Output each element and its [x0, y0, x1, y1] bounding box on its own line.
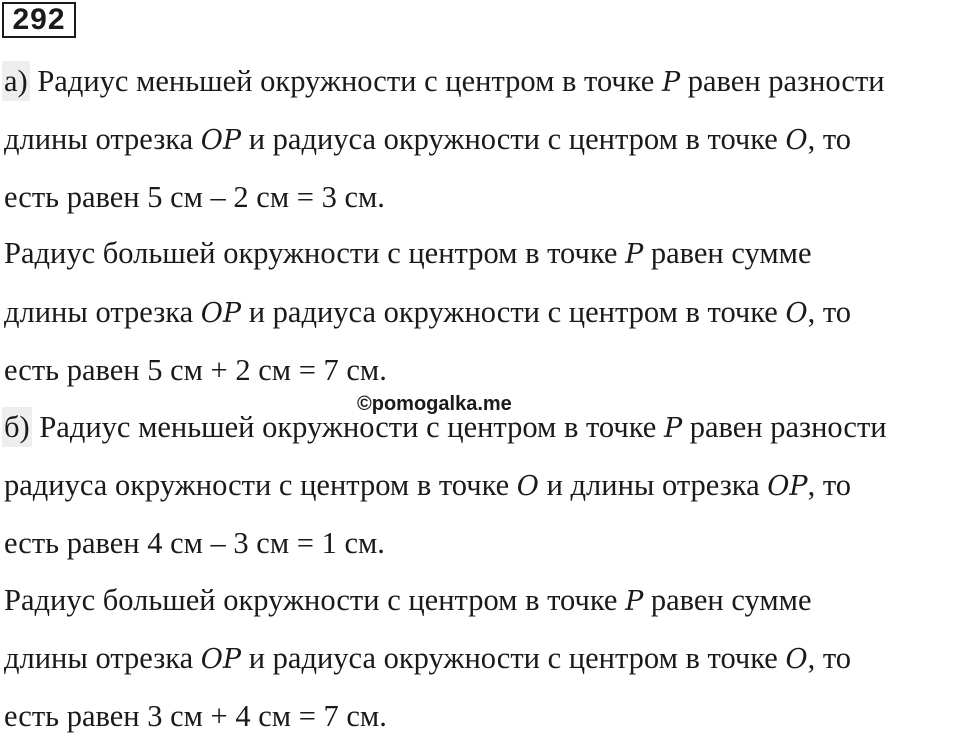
part-b-line-3: есть равен 4 см – 3 см = 1 см.	[4, 526, 385, 560]
text-segment: равен сумме	[643, 583, 812, 617]
part-a-line-6: есть равен 5 см + 2 см = 7 см.	[4, 353, 387, 387]
text-segment: Радиус меньшей окружности с центром в точке	[31, 410, 664, 444]
text-segment: , то	[807, 295, 852, 329]
text-segment: Радиус меньшей окружности с центром в точке	[29, 64, 662, 98]
part-a-line-5	[4, 292, 851, 334]
text-segment: и радиуса окружности с центром в точке	[241, 641, 786, 675]
text-segment: и радиуса окружности с центром в точке	[241, 122, 786, 156]
variable-o: O	[785, 125, 808, 156]
variable-o: O	[785, 644, 808, 675]
text-segment: и длины отрезка	[538, 468, 768, 502]
part-b-line-5	[4, 638, 851, 680]
part-a-label: а)	[2, 61, 30, 101]
text-segment: равен сумме	[643, 236, 812, 270]
text-segment: Радиус большей окружности с центром в точке	[4, 583, 626, 617]
text-segment: радиуса окружности с центром в точке	[4, 468, 517, 502]
part-b-line-1	[4, 407, 887, 449]
problem-number: 292	[2, 2, 76, 38]
text-segment: длины отрезка	[4, 122, 201, 156]
variable-op: OP	[767, 471, 808, 502]
part-b-label: б)	[2, 407, 32, 447]
text-segment: , то	[807, 468, 852, 502]
variable-p: P	[625, 586, 644, 617]
part-b-line-6: есть равен 3 см + 4 см = 7 см.	[4, 699, 387, 733]
text-segment: Радиус большей окружности с центром в точке	[4, 236, 626, 270]
part-a-line-2	[4, 119, 851, 161]
variable-p: P	[661, 67, 681, 98]
text-segment: и радиуса окружности с центром в точке	[241, 295, 786, 329]
variable-op: OP	[200, 298, 242, 329]
part-b-line-2	[4, 465, 851, 507]
variable-p: P	[625, 239, 644, 270]
text-segment: , то	[807, 122, 852, 156]
part-b-line-4	[4, 580, 812, 622]
text-segment: длины отрезка	[4, 295, 201, 329]
variable-o: O	[516, 471, 539, 502]
part-a-line-4	[4, 233, 812, 275]
text-segment: равен разности	[680, 64, 885, 98]
text-segment: длины отрезка	[4, 641, 201, 675]
variable-p: P	[663, 413, 683, 444]
text-segment: , то	[807, 641, 852, 675]
text-segment: равен разности	[682, 410, 887, 444]
watermark: ©pomogalka.me	[357, 393, 512, 415]
part-a-line-3: есть равен 5 см – 2 см = 3 см.	[4, 180, 385, 214]
variable-o: O	[785, 298, 808, 329]
part-a-line-1	[4, 61, 885, 103]
variable-op: OP	[200, 644, 242, 675]
variable-op: OP	[200, 125, 242, 156]
